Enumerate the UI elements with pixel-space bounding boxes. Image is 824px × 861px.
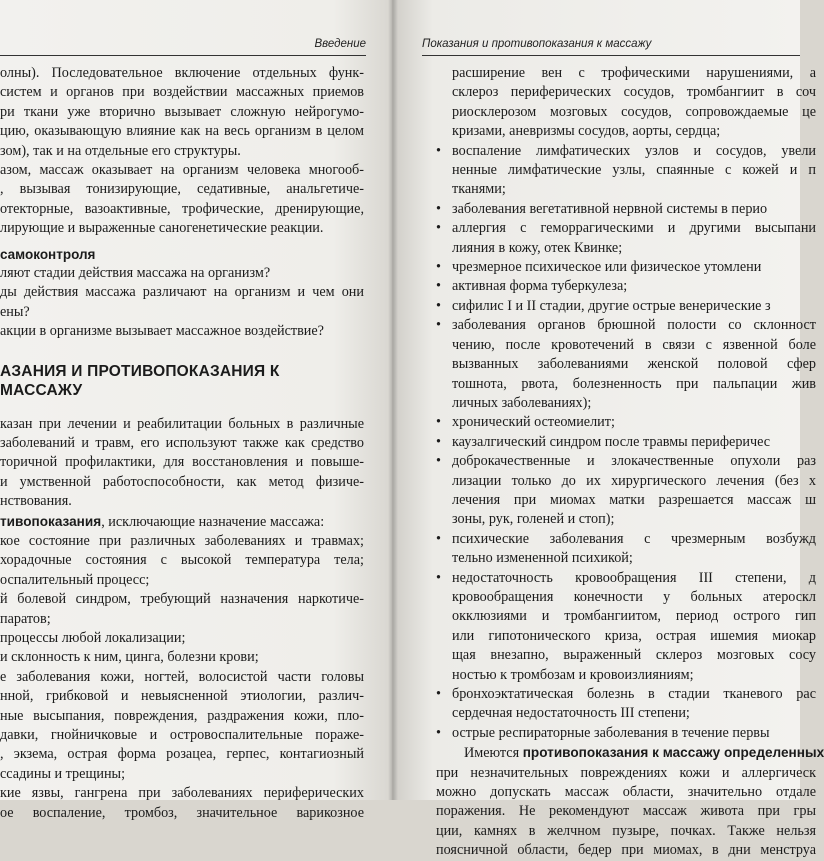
text-line: можно допускать массаж области, значительно отдале [436,784,816,801]
list-line: • доброкачественные и злокачественные опухоли раз [436,452,816,471]
list-line: ненные лимфатические узлы, спаянные с кожей и п [452,162,816,179]
paragraph-start: Имеются [464,745,523,762]
text-line: поражения. Не рекомендуют массаж живота при гры [436,803,816,820]
contraindication-item [436,452,816,530]
final-paragraph [436,743,824,860]
list-line: • каузалгический синдром после травмы периферичес [436,433,816,452]
list-line: • психические заболевания с чрезмерным возбужд [436,530,816,549]
text-line: зом), так и на отдельные его структуры. [0,142,241,159]
text-line: отекторные, вазоактивные, трофические, дренирующие, [0,200,364,217]
emphasis-term: противопоказания к массажу определенных [522,745,824,761]
question-line: ляют стадии действия массажа на организм? [0,265,271,282]
text-line: ри ткани уже вторично вызывает сложную нейрогумо- [0,103,364,120]
list-line: • аллергия с геморрагическими и другими высыпани [436,219,816,238]
list-line: склероз периферических сосудов, тромбангиит в соч [452,84,816,101]
right-page-text [436,64,824,861]
intro-paragraph [0,64,364,161]
list-line: • недостаточность кровообращения III степени, д [436,569,816,588]
contraindication-item [436,724,816,743]
contraindication-item [436,64,816,142]
questions-list [0,264,364,342]
contraindication-item [436,219,816,258]
list-line: оспалительный процесс; [0,571,150,588]
text-line [436,743,824,763]
list-line: тканями; [452,181,506,198]
contraindications-intro-text: , исключающие назначение массажа: [101,513,325,530]
text-line: казан при лечении и реабилитации больных в различные [0,415,364,432]
contraindication-item [436,200,816,219]
list-line: или гипотонического криза, острая ишемия миокар [452,627,816,644]
list-line: личных заболеваниях); [452,394,592,411]
list-line: вызванных заболеваниями женской половой сфер [452,356,816,373]
contraindication-item [436,316,816,413]
contraindication-item [436,413,816,432]
list-line: лизации только до их хирургического лечения (без х [452,472,816,489]
running-head: Введение [314,38,366,50]
list-line: , экзема, острая форма розацеа, герпес, контагиозный [0,746,364,763]
list-line: паратов; [0,610,51,627]
list-line: • заболевания органов брюшной полости со склонност [436,316,816,335]
question-line: ены? [0,303,30,320]
text-line: ции, камнях в желчном пузыре, почках. Также нельзя [436,822,816,839]
text-line: систем и органов при воздействии массажных приемов [0,84,364,101]
question-line: акции в организме вызывает массажное воздействие? [0,323,324,340]
list-line: щая внезапно, выраженный склероз мозговых сосу [452,647,816,664]
text-line: при незначительных повреждениях кожи и аллергическ [436,764,816,781]
list-line: риосклерозом мозговых сосудов, сопровождаемые це [452,103,816,120]
contraindication-item [436,297,816,316]
list-line: • активная форма туберкулеза; [436,277,816,296]
text-line: торичной профилактики, для восстановления и повыше- [0,454,364,471]
contraindications-term: тивопоказания [0,513,102,529]
list-line: лечения при миомах матки разрешается массаж ш [452,491,816,508]
contraindication-item [436,530,816,569]
left-page [0,0,392,821]
contraindication-item [436,258,816,277]
list-line: чению, после кровотечений в связи с язвенной боле [452,336,816,353]
list-line: е заболевания кожи, ногтей, волосистой части головы [0,668,364,685]
list-line: • острые респираторные заболевания в течение первы [436,724,816,743]
self-control-heading: самоконтроля [0,246,96,262]
section-heading: АЗАНИЯ И ПРОТИВОПОКАЗАНИЯ К МАССАЖУ [0,362,280,400]
list-line: зоны, рук, голеней и стоп); [452,511,615,528]
text-line: нствования. [0,493,72,510]
section-intro-paragraph [0,415,364,512]
summary-paragraph [0,161,364,239]
list-line: ностью к тромбозам и кровоизлияниям; [452,666,694,683]
list-line: й болевой синдром, требующий назначения наркотиче- [0,591,364,608]
left-page-text [0,64,364,823]
question-line: ды действия массажа различают на организм и чем они [0,284,364,301]
text-line: и умственной работоспособности, как метод физиче- [0,473,364,490]
list-line: • воспаление лимфатических узлов и сосудов, увели [436,142,816,161]
right-page [392,0,824,859]
text-line: заболеваний и травм, его используют также как средство [0,434,364,451]
contraindication-item [436,569,816,685]
list-line: тошнота, рвота, болезненность при пальпации жив [452,375,816,392]
list-line: окклюзиями и тромбангиитом, период острого гип [452,608,816,625]
list-line: кровообращения конечности у больных атероскл [452,588,816,605]
contraindication-item [436,277,816,296]
list-line: расширение вен с трофическими нарушениями, а [452,65,816,81]
list-line: хорадочные состояния с высокой температура тела; [0,552,364,569]
list-line: кие язвы, гангрена при заболеваниях периферических [0,785,364,802]
list-line: давки, гнойничковые и островоспалительные пораже- [0,727,364,743]
contraindication-item [436,433,816,452]
text-line: , вызывая тонизирующие, седативные, анальгетиче- [0,181,364,198]
list-line: ое воспаление, тромбоз, значительное варикозное [0,804,364,821]
list-line: нной, грибковой и невыясненной этиологии, различ- [0,688,364,705]
list-line: лияния в кожу, отек Квинке; [452,239,623,256]
header-rule [0,55,366,56]
list-line: ные высыпания, повреждения, раздражения кожи, пло- [0,707,364,724]
contraindications-list [0,532,364,823]
list-line: кое состояние при различных заболеваниях и травмах; [0,532,364,549]
text-line: азом, массаж оказывает на организм человека многооб- [0,162,364,179]
list-line: • чрезмерное психическое или физическое утомлени [436,258,816,277]
list-line: кризами, аневризмы сосудов, аорты, сердца; [452,123,721,140]
running-head: Показания и противопоказания к массажу [422,38,652,50]
contraindication-item [436,685,816,724]
book-gutter-shadow [388,0,398,800]
list-line: • сифилис I и II стадии, другие острые венерические з [436,297,816,316]
list-line: ссадины и трещины; [0,765,126,782]
header-rule [422,55,800,56]
list-line: и склонность к ним, цинга, болезни крови; [0,649,259,666]
list-line: процессы любой локализации; [0,629,186,646]
contraindications-intro [0,512,364,532]
contraindication-item [436,142,816,200]
text-line: цию, оказывающую влияние как на весь организм в целом [0,123,364,140]
text-line: поясничной области, бедер при миомах, в дни менструа [436,842,816,859]
list-line: • бронхоэктатическая болезнь в стадии тканевого рас [436,685,816,704]
text-line: олны). Последовательное включение отдельных функ- [0,65,364,81]
list-line: тельно измененной психикой; [452,550,633,567]
text-line: лирующие и выраженные саногенетические реакции. [0,220,324,237]
list-line: сердечная недостаточность III степени; [452,705,690,722]
list-line: • хронический остеомиелит; [436,413,816,432]
list-line: • заболевания вегетативной нервной системы в перио [436,200,816,219]
